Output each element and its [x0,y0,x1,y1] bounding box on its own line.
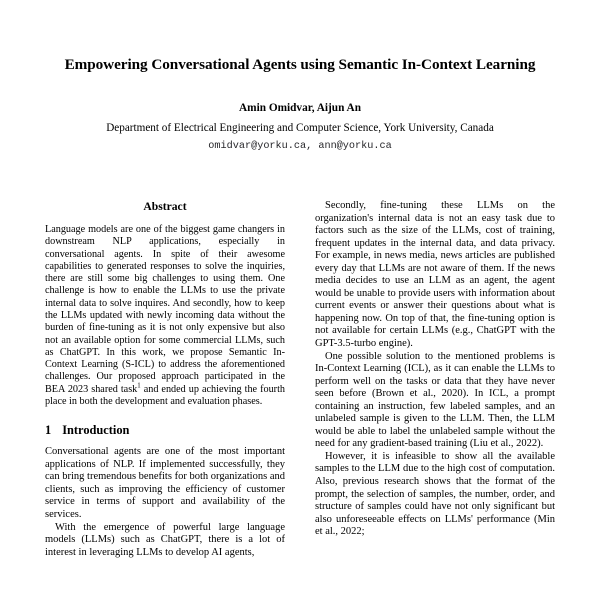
abstract-text-part-2: and ended up achieving the fourth place in both the development and evaluation phases. [45,383,285,408]
left-column [45,200,285,600]
abstract-body [45,224,285,408]
intro-paragraph-2: With the emergence of powerful large language models (LLMs) such as ChatGPT, there is a lot of interest in leveraging LLMs to develop AI agents, [45,521,285,558]
author-list: Amin Omidvar, Aijun An [239,102,361,115]
section-title: Introduction [62,423,130,438]
introduction-heading [45,423,285,438]
section-number: 1 [45,423,52,438]
abstract-text-part-1: Language models are one of the biggest game changers in downstream NLP applications, especially in conversational agents. In spite of their awesome capabilities to generated responses to solve the inquiries, there are still some big challenges to using them. One challenge is how to enable the LLMs to use the private internal data to solve inquires. And secondly, how to keep the LLMs updated with newly incoming data without the burden of fine-tuning as it is not only expensive but also not an available option for some commercial LLMs, such as ChatGPT. In this work, we propose Semantic In-Context Learning (S-ICL) to address the aforementioned challenges. Our proposed approach participated in the BEA 2023 shared task [45,223,285,395]
right-paragraph-3: However, it is infeasible to show all the available samples to the LLM due to the high cost of computation. Also, previous research shows that the format of the prompt, the selection of samples, the number, order, and structure of samples could have not only significant but also unforeseeable effects on LLMs' performance (Min et al., 2022; [315,450,555,538]
right-column [315,200,555,600]
paper-title: Empowering Conversational Agents using Semantic In-Context Learning [64,56,536,73]
author-emails: omidvar@yorku.ca, ann@yorku.ca [208,141,392,153]
right-paragraph-1: Secondly, fine-tuning these LLMs on the organization's internal data is not an easy task due to factors such as the size of the LLMs, cost of training, frequent updates in the internal data, and data privacy. For example, in news media, news articles are published every day that LLMs are not aware of them. If the news media decides to use an LLM as an agent, the agent would be unable to provide users with information about current events or answer their questions about what is happening now. On top of that, the fine-tuning option is not available for certain LLMs (e.g., ChatGPT with the GPT-3.5-turbo engine). [315,200,555,350]
body-columns [45,200,555,600]
footnote-marker: 1 [137,382,141,390]
right-paragraph-2: One possible solution to the mentioned problems is In-Context Learning (ICL), as it can enable the LLMs to perform well on the tasks or data that they have never seen before (Brown et al., 2020). In ICL, a prompt containing an instruction, few labeled samples, and an unlabeled sample is given to the LLM. Then, the LLM would be able to label the unlabeled sample without the need for any gradient-based training (Liu et al., 2022). [315,350,555,450]
abstract-heading: Abstract [143,200,187,213]
intro-paragraph-1: Conversational agents are one of the most important applications of NLP. If implemented successfully, they can bring tremendous benefits for both organizations and clients, such as improving the efficiency of customer service in terms of support and availability of the services. [45,446,285,520]
author-affiliation: Department of Electrical Engineering and Computer Science, York University, Canada [106,122,494,135]
